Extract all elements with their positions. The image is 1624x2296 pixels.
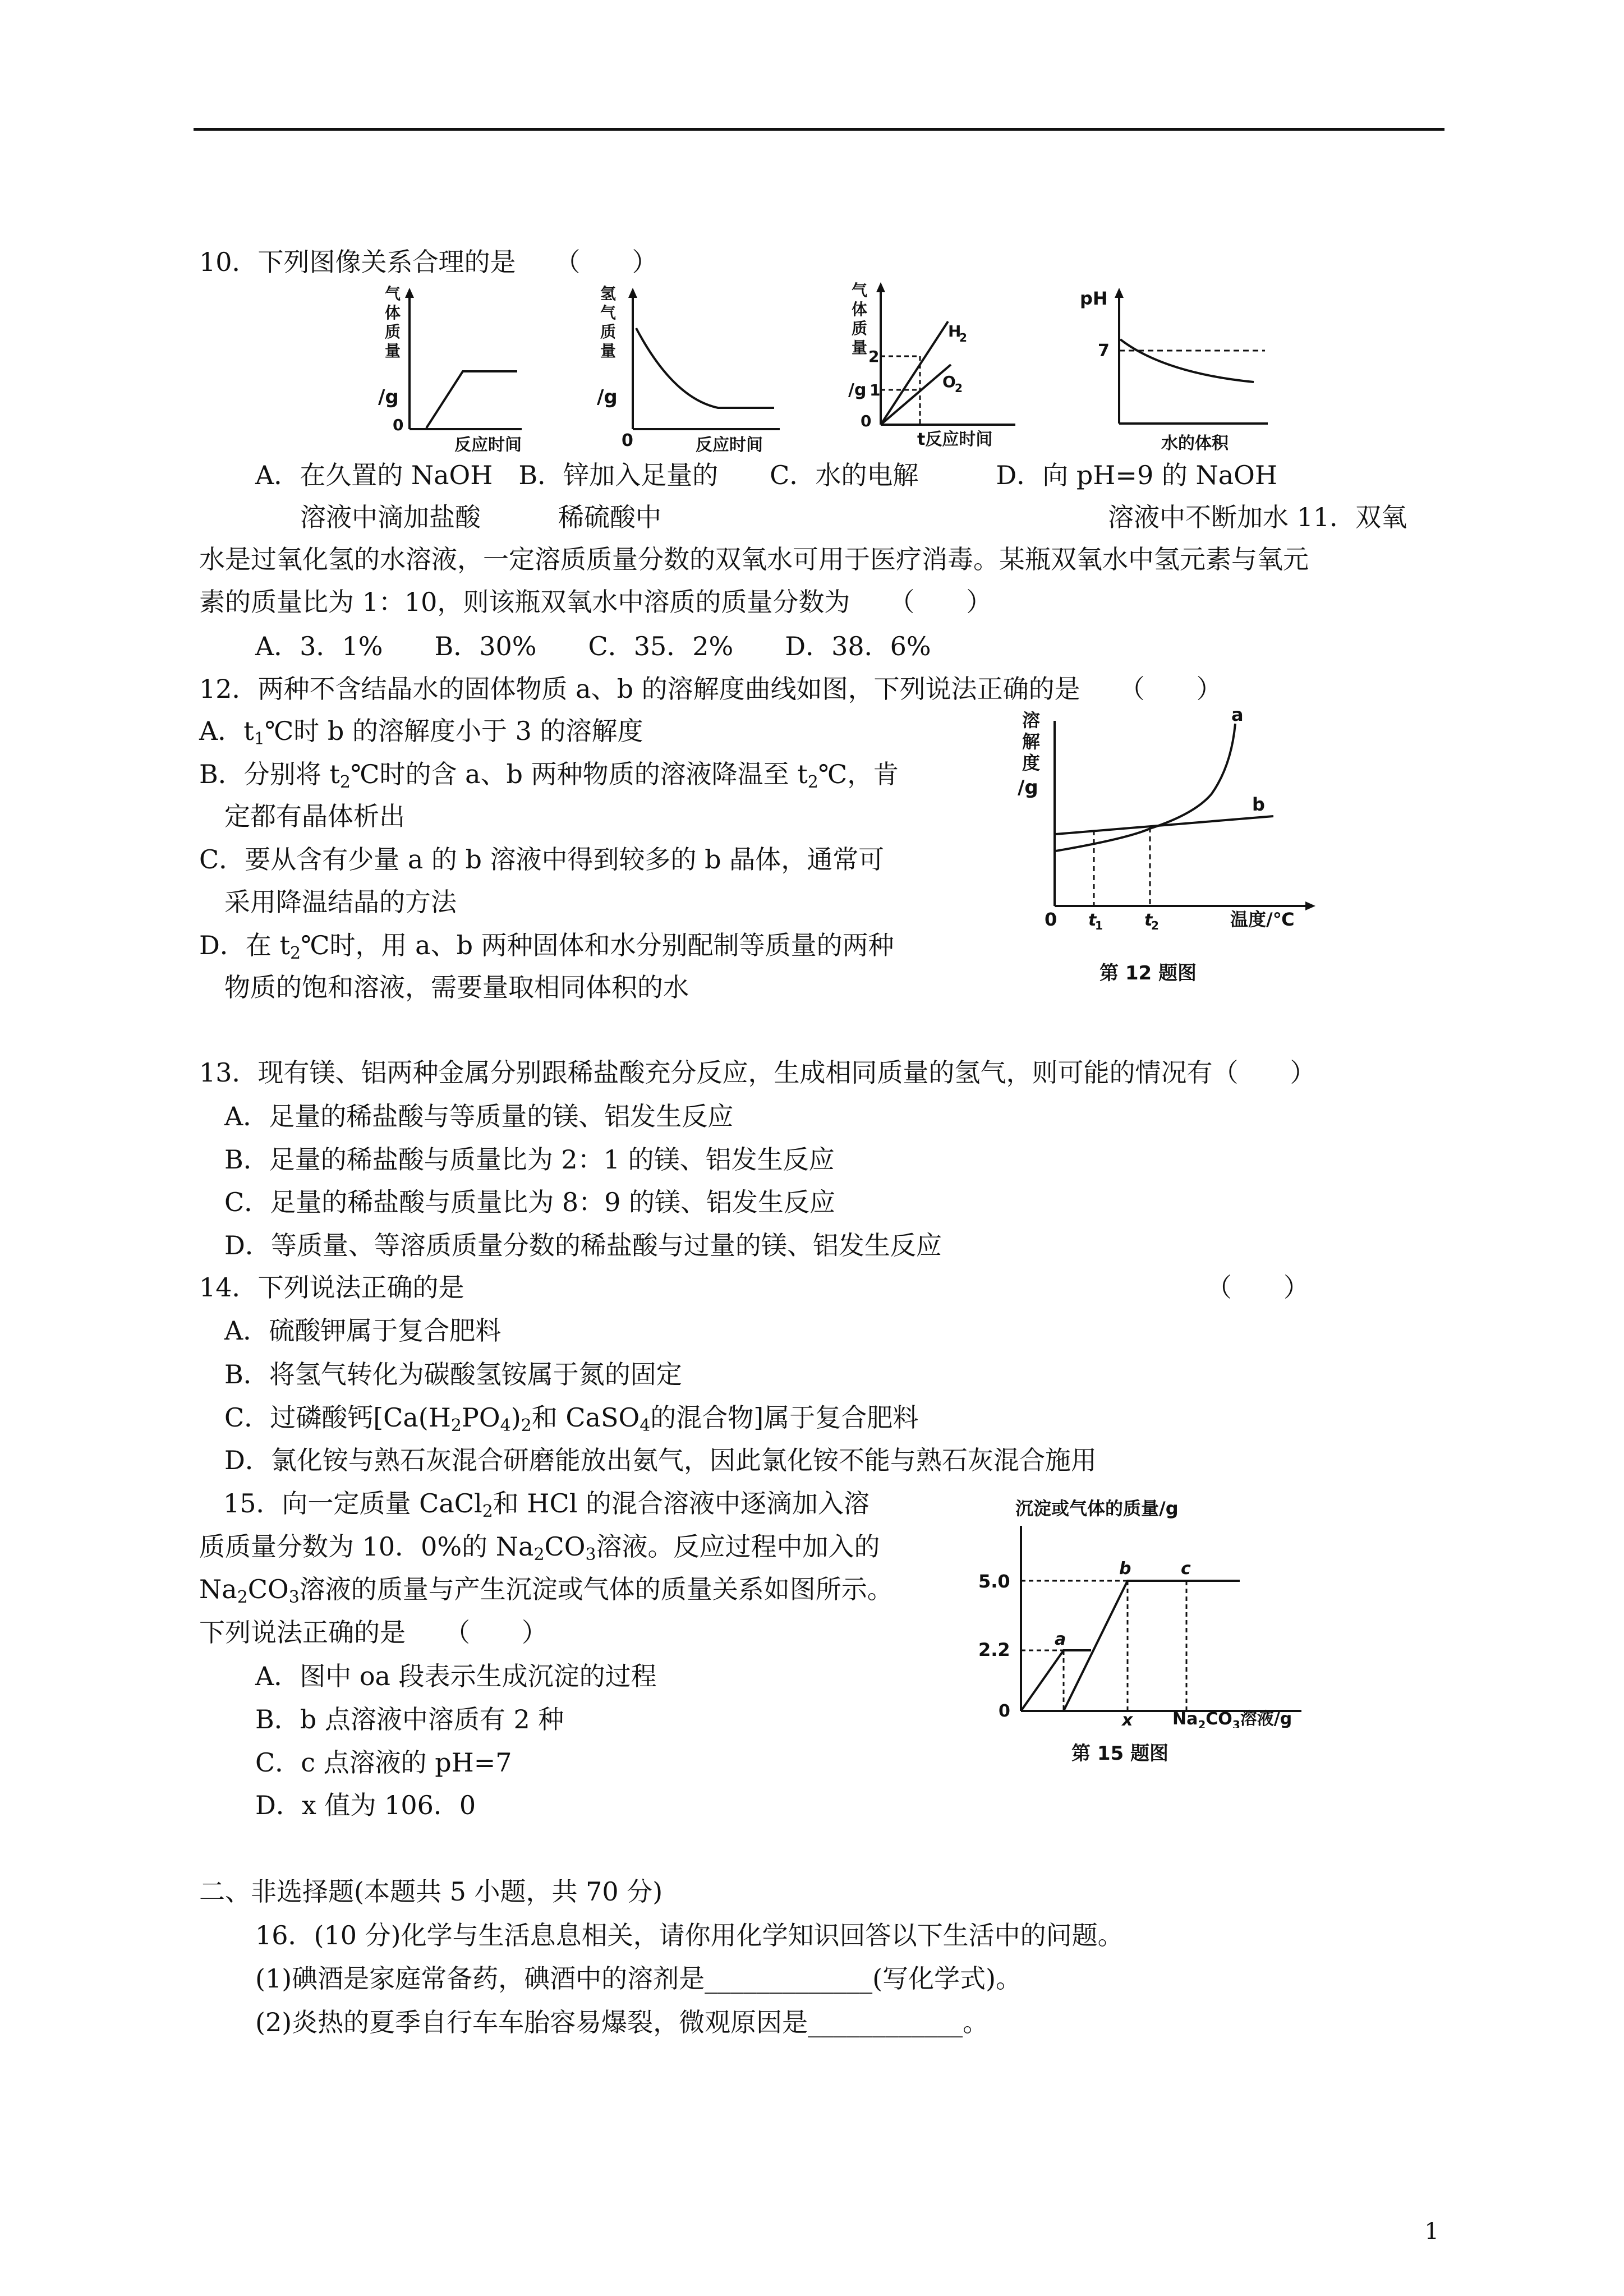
q15-option-d: D．x 值为 106．0: [255, 1790, 476, 1820]
q11-options: A．3．1% B．30% C．35．2% D．38．6%: [255, 631, 931, 661]
q14-option-b: B．将氢气转化为碳酸氢铵属于氮的固定: [224, 1359, 682, 1389]
q10-graph-c-h2-line: [881, 321, 948, 425]
page-number: 1: [1424, 2219, 1439, 2244]
q15-line1: 15．向一定质量 CaCl$_2$和 HCl 的混合溶液中逐滴加入溶: [223, 1488, 870, 1521]
q10-graph-b-xlabel: 反应时间: [696, 435, 763, 454]
q15-tick-5: 5.0: [978, 1571, 1010, 1592]
q10-options-row2-d: 溶液中不断加水 11．双氧: [1108, 502, 1407, 532]
q10-graph-a-ylabel-5: /g: [378, 386, 399, 408]
q15-caption: 第 15 题图: [1071, 1742, 1168, 1765]
q10-graph-b-ylabel-2: 气: [600, 303, 617, 322]
q15-option-a: A．图中 oa 段表示生成沉淀的过程: [255, 1661, 657, 1691]
q10-graph-b-ylabel-5: /g: [597, 386, 618, 408]
q12-curve-b: [1056, 816, 1273, 834]
q15-line4: 下列说法正确的是 （ ）: [199, 1617, 548, 1648]
q10-graph-c-o2-label: O: [942, 372, 956, 391]
q14-option-d: D．氯化铵与熟石灰混合研磨能放出氨气，因此氯化铵不能与熟石灰混合施用: [224, 1445, 1097, 1475]
q12-graph-xlabel: 温度/℃: [1230, 909, 1295, 930]
q10-graph-c-h2-label: H: [948, 322, 961, 341]
q10-graph-b-ylabel-1: 氢: [600, 284, 617, 303]
q13-option-a: A．足量的稀盐酸与等质量的镁、铝发生反应: [224, 1101, 734, 1131]
q15-option-b: B．b 点溶液中溶质有 2 种: [255, 1704, 564, 1734]
q16-part1: (1)碘酒是家庭常备药，碘酒中的溶剂是_____________(写化学式)。: [255, 1963, 1022, 1994]
q15-option-c: C．c 点溶液的 pH=7: [255, 1747, 512, 1778]
q10-graph-c-ylabel-1: 气: [852, 281, 868, 300]
q12-option-c: C．要从含有少量 a 的 b 溶液中得到较多的 b 晶体，通常可: [199, 844, 885, 875]
q10-graph-c-o2-line: [881, 365, 951, 425]
q15-point-x: x: [1122, 1710, 1133, 1728]
q14-option-a: A．硫酸钾属于复合肥料: [224, 1315, 502, 1346]
q12-graph-origin: 0: [1045, 909, 1057, 930]
q15-line2: 质质量分数为 10．0%的 $Na_2CO_3$溶液。反应过程中加入的: [199, 1531, 880, 1565]
q15-point-a: a: [1055, 1630, 1066, 1649]
q16-part2: (2)炎热的夏季自行车车胎容易爆裂，微观原因是____________。: [255, 2007, 989, 2037]
q15-gas-line: [1021, 1650, 1091, 1711]
svg-text:2: 2: [1151, 919, 1159, 932]
q12-option-a: A．$t_1℃$时 b 的溶解度小于 3 的溶解度: [199, 716, 643, 749]
q12-option-d: D．在 $t_2℃$时，用 a、b 两种固体和水分别配制等质量的两种: [199, 930, 894, 963]
q15-graph-ylabel: 沉淀或气体的质量/g: [1015, 1498, 1179, 1519]
q12-stem: 12．两种不含结晶水的固体物质 a、b 的溶解度曲线如图，下列说法正确的是 （ ）: [199, 674, 1222, 704]
svg-text:1: 1: [1095, 919, 1103, 932]
q10-graph-a-curve: [426, 371, 517, 428]
q10-graph-d: [1074, 283, 1276, 454]
q10-graph-a: [370, 283, 539, 452]
q10-graph-b-ylabel-3: 质: [600, 323, 617, 341]
q16-stem: 16．(10 分)化学与生活息息相关，请你用化学知识回答以下生活中的问题。: [255, 1920, 1124, 1950]
q10-graph-c-ylabel-2: 体: [852, 300, 868, 319]
q10-graph-a-ylabel-3: 质: [385, 323, 401, 341]
svg-text:2: 2: [955, 381, 963, 395]
q13-option-c: C．足量的稀盐酸与质量比为 8：9 的镁、铝发生反应: [224, 1187, 835, 1217]
q10-options-row2: 溶液中滴加盐酸 稀硫酸中: [300, 502, 661, 532]
q12-label-a: a: [1231, 704, 1244, 725]
q12-label-b: b: [1252, 794, 1265, 815]
q12-option-b-cont: 定都有晶体析出: [224, 801, 405, 831]
q12-option-b: B．分别将 $t_2℃$时的含 a、b 两种物质的溶液降温至 $t_2℃$，肯: [199, 759, 899, 792]
q10-graph-a-ylabel-2: 体: [385, 303, 401, 322]
q15-precipitate-graph: [976, 1492, 1324, 1728]
q12-option-d-cont: 物质的饱和溶液，需要量取相同体积的水: [224, 972, 689, 1002]
q10-graph-c-ylabel-5: /g: [848, 380, 867, 400]
q10-graph-c-ylabel-4: 量: [852, 338, 868, 357]
q10-graph-c-tick-1: 1: [869, 381, 881, 399]
q12-tick-t2: t: [1144, 910, 1153, 930]
q14-stem: 14．下列说法正确的是: [199, 1272, 464, 1303]
q10-graph-b-ylabel-4: 量: [600, 342, 617, 360]
q13-option-b: B．足量的稀盐酸与质量比为 2：1 的镁、铝发生反应: [224, 1144, 835, 1175]
q12-caption: 第 12 题图: [1099, 962, 1197, 984]
q10-graph-d-ylabel: pH: [1080, 288, 1108, 309]
q14-option-c: C．过磷酸钙[$Ca(H_2PO_4)_2$和 CaSO$_4$的混合物]属于复合肥料: [224, 1402, 919, 1435]
q12-solubility-graph: [1010, 704, 1324, 940]
q10-graph-c: [836, 278, 1027, 452]
svg-text:2: 2: [959, 331, 967, 344]
q15-point-b: b: [1119, 1559, 1131, 1579]
q12-graph-ylabel-2: 解: [1022, 731, 1041, 752]
q12-graph-ylabel-3: 度: [1022, 752, 1041, 774]
q11-line2: 素的质量比为 1：10，则该瓶双氧水中溶质的质量分数为 （ ）: [199, 587, 992, 617]
q10-graph-d-curve: [1120, 339, 1254, 382]
section2-title: 二、非选择题(本题共 5 小题，共 70 分): [199, 1876, 663, 1907]
q15-point-c: c: [1181, 1559, 1191, 1579]
q12-graph-ylabel-4: /g: [1018, 776, 1038, 799]
q10-graph-b-origin: 0: [622, 431, 633, 450]
q10-graph-d-xlabel: 水的体积: [1161, 434, 1229, 453]
q10-graph-c-origin: 0: [861, 412, 872, 430]
q10-graph-c-tick-2: 2: [868, 347, 880, 366]
q15-precipitate-line: [1064, 1581, 1240, 1711]
q13-stem: 13．现有镁、铝两种金属分别跟稀盐酸充分反应，生成相同质量的氢气，则可能的情况有（ ）: [199, 1057, 1316, 1088]
q13-option-d: D．等质量、等溶质质量分数的稀盐酸与过量的镁、铝发生反应: [224, 1230, 942, 1260]
q10-graph-b: [589, 283, 791, 454]
q10-graph-a-ylabel-4: 量: [385, 342, 401, 360]
q11-line1: 水是过氧化氢的水溶液，一定溶质质量分数的双氧水可用于医疗消毒。某瓶双氧水中氢元素与氧元: [199, 544, 1309, 574]
q10-graph-d-tick-7: 7: [1098, 341, 1110, 361]
q10-graph-b-curve: [636, 328, 774, 408]
q14-answer-paren: （ ）: [1206, 1272, 1309, 1303]
q10-options-row1: A．在久置的 NaOH B．锌加入足量的 C．水的电解 D．向 pH=9 的 NaOH: [255, 460, 1277, 490]
q10-graph-a-xlabel: 反应时间: [454, 435, 522, 452]
q15-line3: $Na_2CO_3$溶液的质量与产生沉淀或气体的质量关系如图所示。: [199, 1574, 893, 1607]
q12-graph-ylabel-1: 溶: [1022, 710, 1041, 731]
q15-graph-xlabel: $Na_2CO_3$溶液/g: [1172, 1709, 1292, 1728]
q10-graph-c-xlabel: t反应时间: [917, 430, 993, 449]
q15-graph-origin: 0: [999, 1701, 1010, 1721]
q12-tick-t1: t: [1088, 910, 1097, 930]
q10-graph-a-origin: 0: [393, 416, 404, 434]
q12-option-c-cont: 采用降温结晶的方法: [224, 887, 457, 917]
q10-graph-c-ylabel-3: 质: [852, 319, 868, 338]
header-rule: [194, 128, 1444, 131]
q12-option-a-text: ℃时 b 的溶解度小于 3 的溶解度: [264, 716, 643, 746]
q10-graph-a-ylabel-1: 气: [385, 284, 401, 303]
q15-tick-2-2: 2.2: [978, 1639, 1010, 1660]
q10-stem: 10．下列图像关系合理的是 （ ）: [199, 247, 658, 277]
